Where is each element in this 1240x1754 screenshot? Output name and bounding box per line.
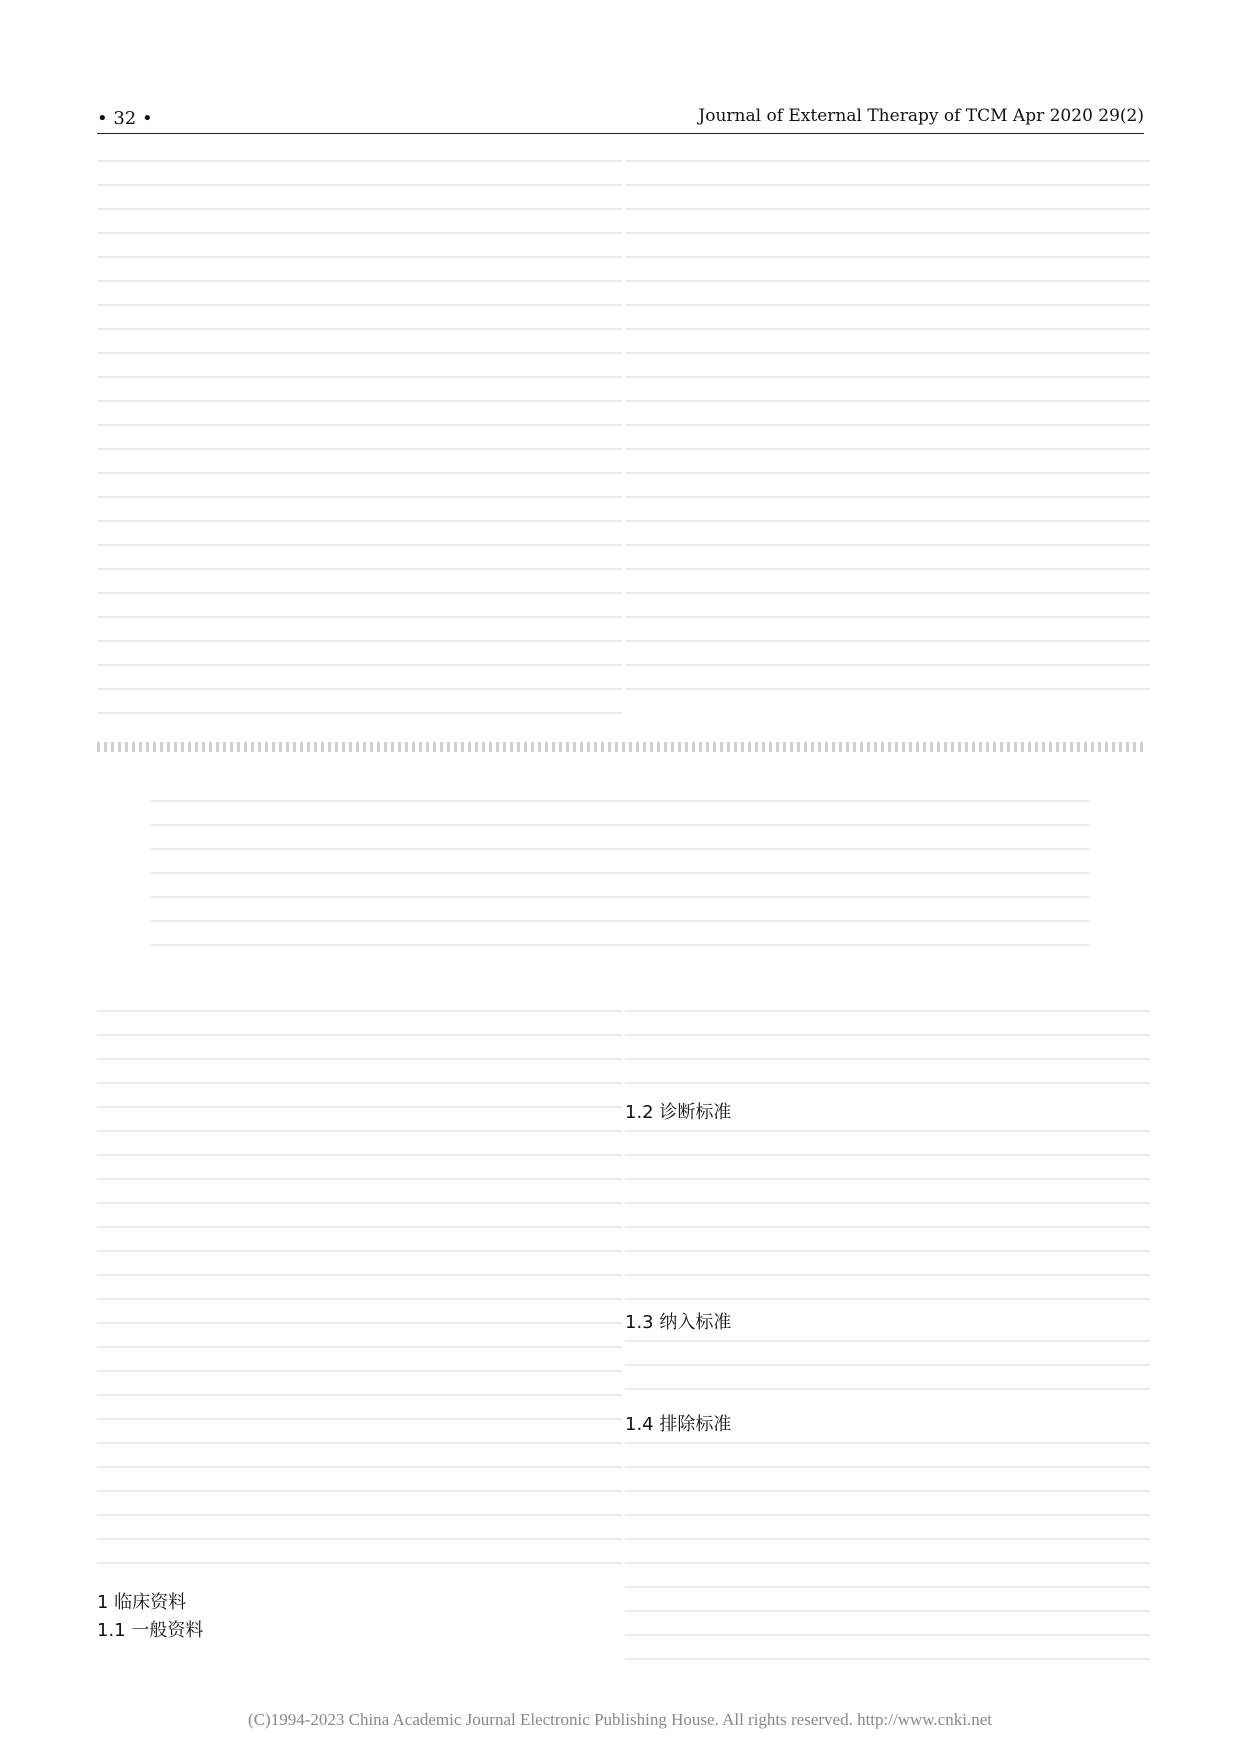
- section-heading-1-1: 1.1 一般资料: [97, 1620, 204, 1641]
- section-heading-1-4: 1.4 排除标准: [625, 1414, 732, 1435]
- section-heading-1-2: 1.2 诊断标准: [625, 1102, 732, 1123]
- page-number: • 32 •: [97, 108, 153, 129]
- footer: (C)1994-2023 China Academic Journal Electronic Publishing House. All rights reserved. http://www.cnki.net: [248, 1710, 992, 1729]
- previous-article-references: [625, 160, 1150, 710]
- previous-article-text: [97, 160, 622, 730]
- section-heading-1: 1 临床资料: [97, 1592, 187, 1613]
- right-column-text-b: [625, 1130, 1150, 1300]
- header-rule: [97, 133, 1144, 134]
- right-column-text-c: [625, 1340, 1150, 1400]
- running-head: Journal of External Therapy of TCM Apr 2020 29(2): [698, 106, 1144, 126]
- left-column-text: [97, 1010, 622, 1570]
- right-column-text-d: [625, 1442, 1150, 1682]
- right-column-text-a: [625, 1010, 1150, 1090]
- article-front-matter: [150, 800, 1090, 950]
- article-separator: [97, 742, 1144, 752]
- section-heading-1-3: 1.3 纳入标准: [625, 1312, 732, 1333]
